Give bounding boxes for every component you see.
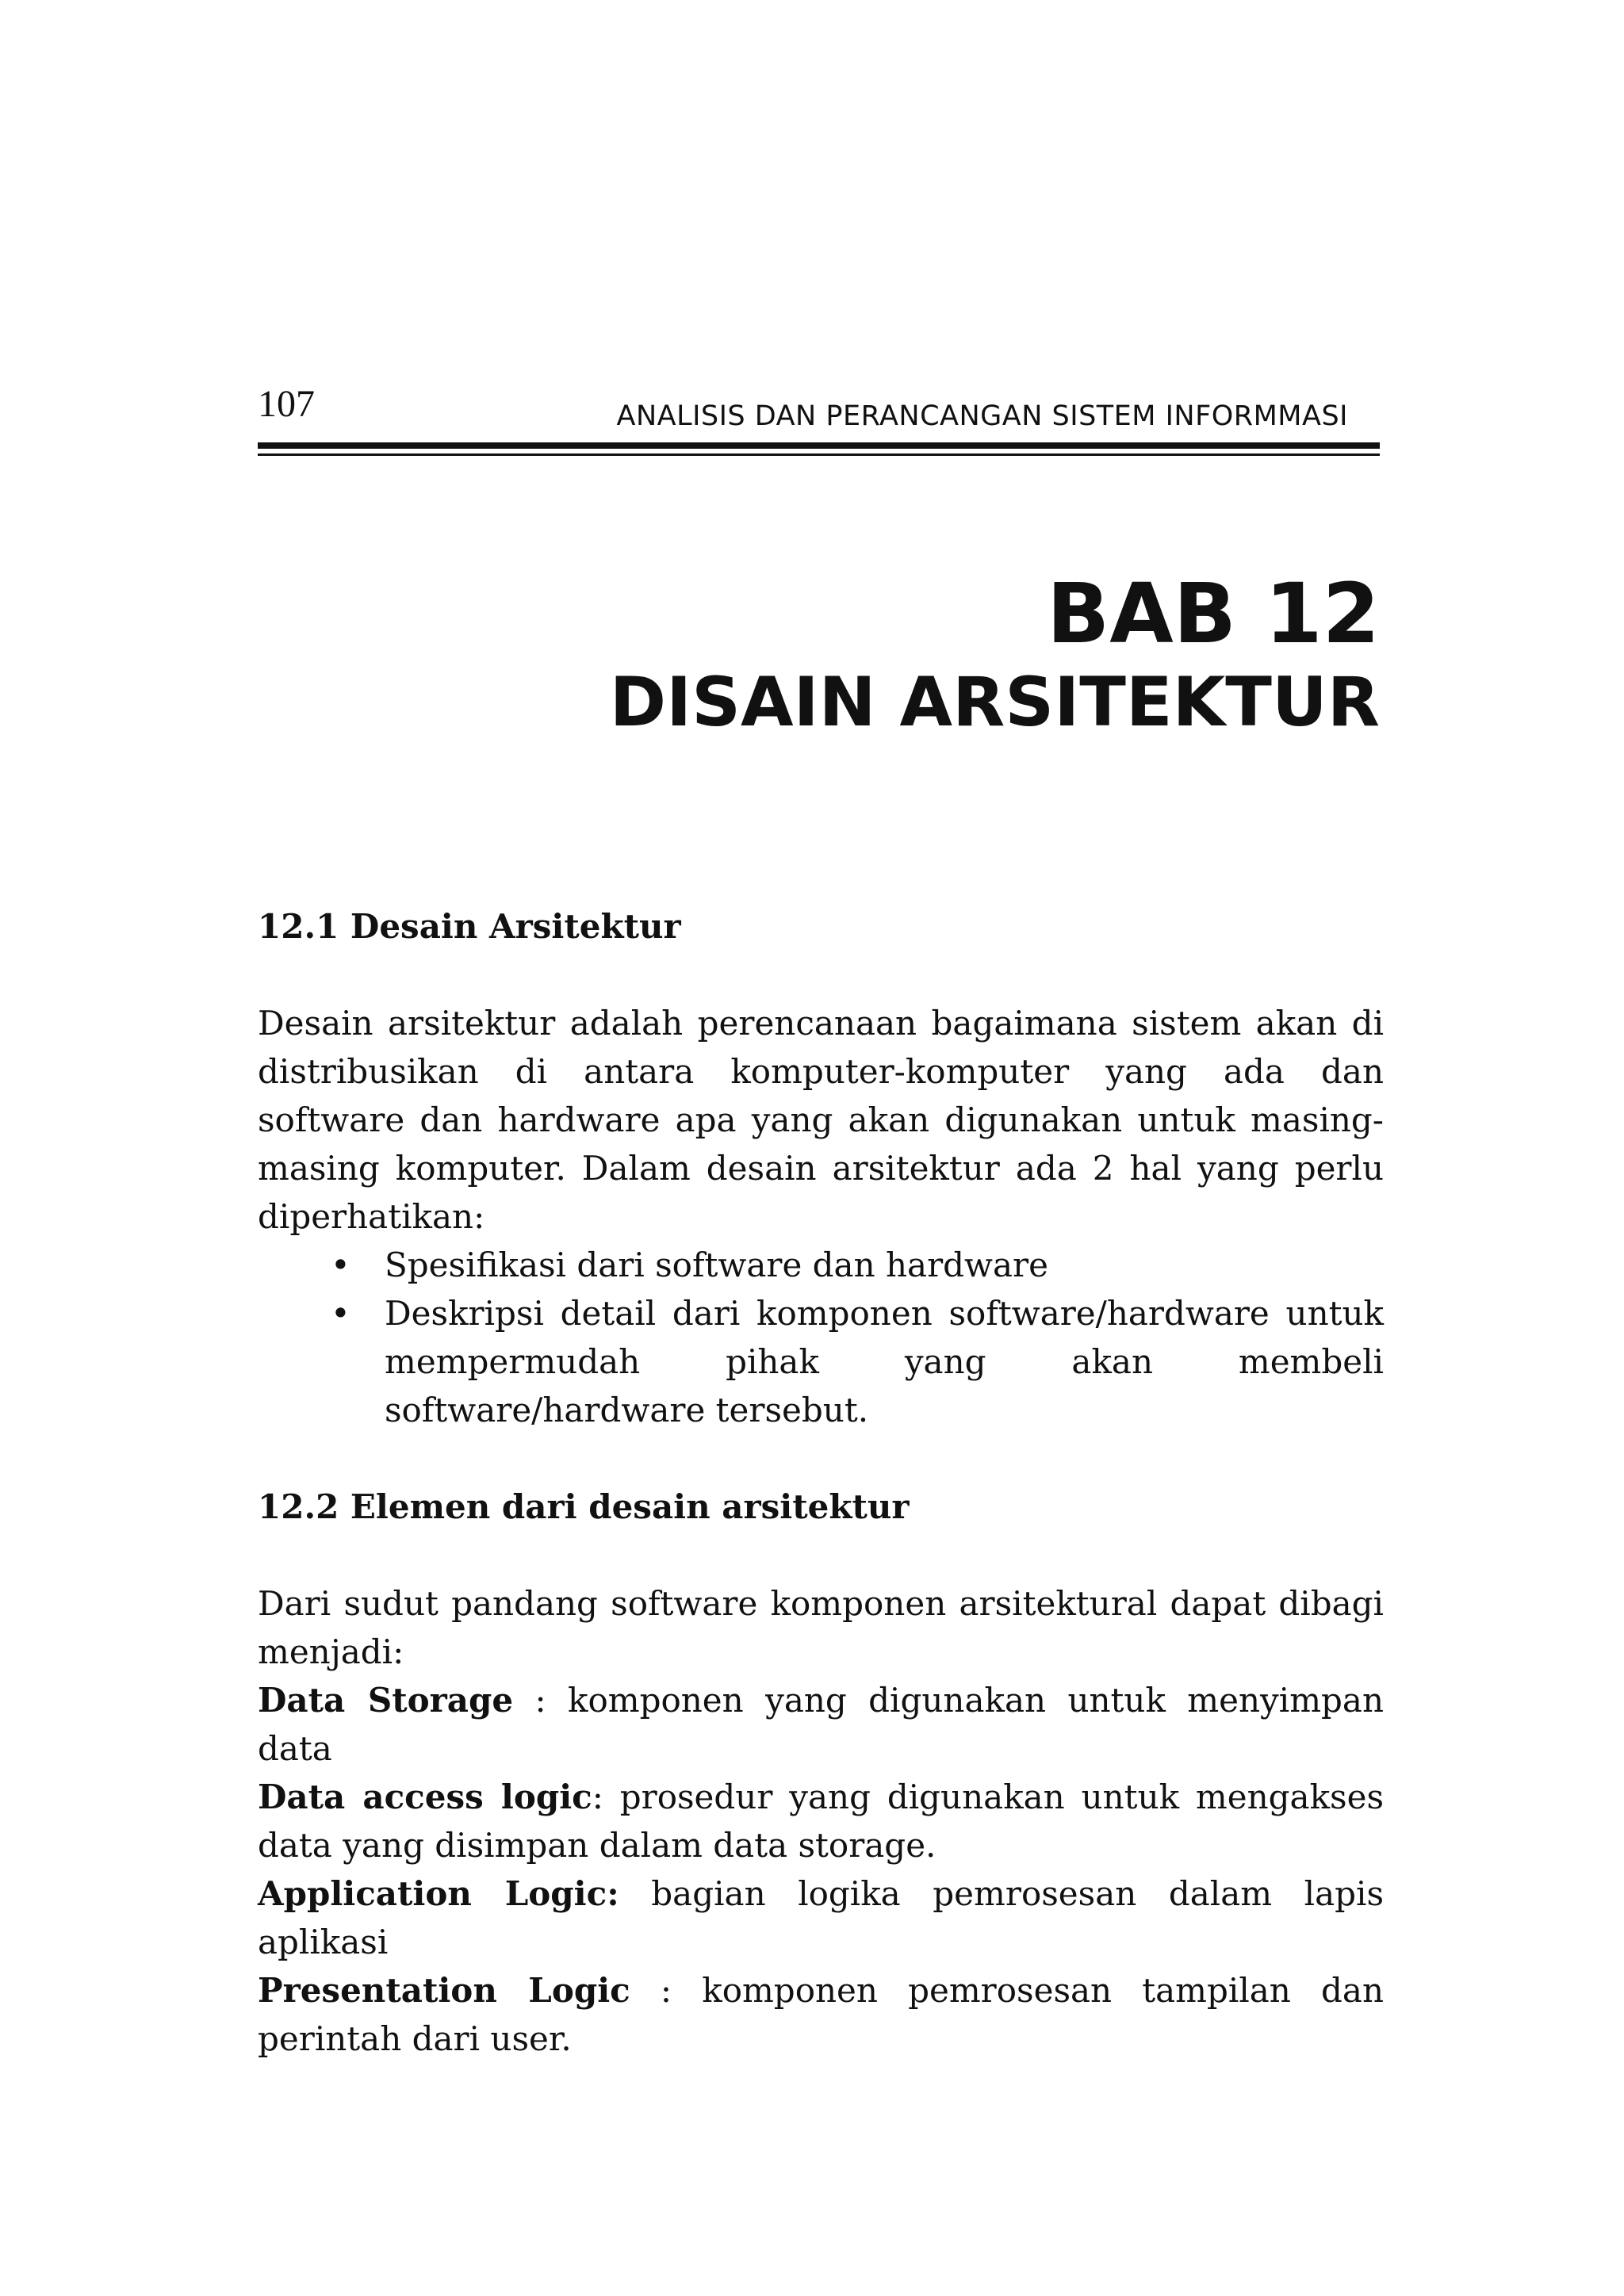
bullet-list (258, 1241, 1384, 1434)
section-1-paragraph: Desain arsitektur adalah perencanaan bagaimana sistem akan di distribusikan di antara komputer-komputer yang ada dan software dan hardware apa yang akan digunakan untuk masing-masing komputer. Dalam desain arsitektur ada 2 hal yang perlu diperhatikan: (258, 1004, 1384, 1236)
list-item (331, 1241, 1384, 1289)
definition-term: Application Logic: (258, 1874, 619, 1913)
spacer (258, 951, 1384, 999)
running-title: ANALISIS DAN PERANCANGAN SISTEM INFORMMASI (616, 400, 1348, 432)
definition-item (258, 1966, 1384, 2063)
page-header (258, 379, 1380, 458)
definition-item (258, 1773, 1384, 1869)
section-heading-12-1: 12.1 Desain Arsitektur (258, 907, 681, 946)
chapter-number: BAB 12 (1047, 565, 1380, 662)
list-item (331, 1289, 1384, 1434)
spacer (258, 1434, 1384, 1483)
section-heading-12-2: 12.2 Elemen dari desain arsitektur (258, 1487, 910, 1526)
bullet-icon: • (331, 1294, 350, 1333)
section-2-intro: Dari sudut pandang software komponen arsitektural dapat dibagi menjadi: (258, 1584, 1384, 1671)
definition-item (258, 1869, 1384, 1966)
bullet-icon: • (331, 1246, 350, 1284)
page-content (258, 902, 1384, 2063)
chapter-title: DISAIN ARSITEKTUR (609, 663, 1380, 743)
header-rule-thin (258, 453, 1380, 456)
header-rule-thick (258, 442, 1380, 449)
definition-text: bagian logika pemrosesan dalam lapis aplikasi (258, 1874, 1384, 1961)
definition-text: : komponen pemrosesan tampilan dan perintah dari user. (258, 1971, 1385, 2058)
definition-term: Data Storage (258, 1681, 514, 1720)
definition-item (258, 1676, 1384, 1773)
spacer (258, 1531, 1384, 1579)
definition-text: : komponen yang digunakan untuk menyimpan data (258, 1681, 1384, 1768)
chapter-heading (609, 565, 1380, 743)
definition-term: Data access logic (258, 1777, 592, 1816)
list-item-text: Deskripsi detail dari komponen software/hardware untuk mempermudah pihak yang akan membeli software/hardware tersebut. (385, 1294, 1384, 1429)
definition-text: : prosedur yang digunakan untuk mengakses data yang disimpan dalam data storage. (258, 1777, 1384, 1865)
definition-term: Presentation Logic (258, 1971, 630, 2010)
list-item-text: Spesifikasi dari software dan hardware (385, 1246, 1048, 1284)
page-number: 107 (258, 383, 315, 425)
